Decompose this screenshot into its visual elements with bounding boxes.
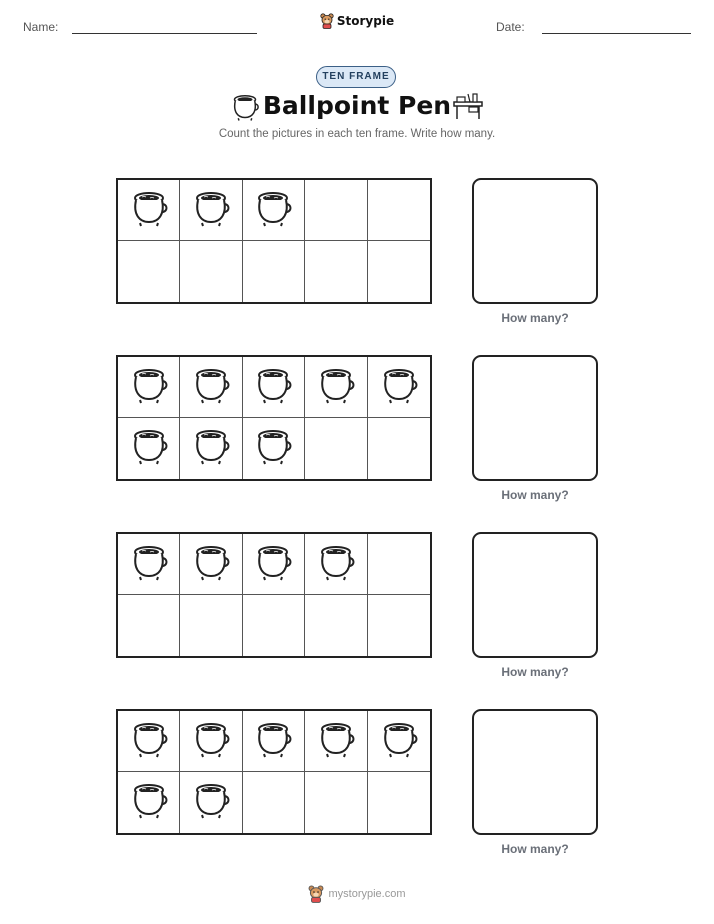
instructions: Count the pictures in each ten frame. Write how many. [218,128,496,140]
pot-icon [129,719,169,764]
pot-icon [191,719,231,764]
ten-frame-cell [368,595,430,656]
pot-icon [129,780,169,825]
ten-frame-cell [118,595,180,656]
ten-frame-cell [243,180,305,241]
ten-frame-cell [180,595,242,656]
pot-icon [191,365,231,410]
footer [0,885,714,908]
pot-icon [253,365,293,410]
ten-frame-cell [368,357,430,418]
pot-icon [191,542,231,587]
ten-frame-cell [305,180,367,241]
pot-icon [253,426,293,471]
how-many-label: How many? [501,311,569,325]
ten-frame-cell [368,534,430,595]
ten-frame-cell [180,180,242,241]
ten-frame-cell [305,357,367,418]
ten-frame-cell [180,418,242,479]
bear-mascot-icon [320,13,334,29]
ten-frame-cell [118,241,180,302]
ten-frame-cell [180,772,242,833]
ten-frame [116,355,432,481]
ten-frame-cell [180,534,242,595]
date-line [542,33,691,34]
ten-frame-cell [118,711,180,772]
ten-frame-cell [180,241,242,302]
name-label: Name: [23,20,59,34]
pot-icon [129,188,169,233]
pot-icon [129,365,169,410]
ten-frame-cell [305,772,367,833]
pot-icon [191,188,231,233]
ten-frame-cell [243,241,305,302]
pot-icon [129,542,169,587]
ten-frame [116,709,432,835]
brand-logo [0,13,714,34]
ten-frame [116,178,432,304]
pot-icon [316,542,356,587]
ten-frame-cell [368,418,430,479]
pot-icon [191,426,231,471]
pot-icon [191,780,231,825]
ten-frame-cell [118,180,180,241]
ten-frame-cell [243,595,305,656]
pot-icon [316,365,356,410]
pot-icon [129,426,169,471]
ten-frame-cell [118,418,180,479]
brand-name: Storypie [336,14,395,28]
date-label: Date: [496,20,525,34]
worksheet-title: Ballpoint Pen [262,91,452,120]
pot-icon [316,719,356,764]
ten-frame-cell [118,357,180,418]
answer-box[interactable] [472,178,598,304]
pot-icon [379,719,419,764]
how-many-label: How many? [501,842,569,856]
ten-frame-cell [368,241,430,302]
ten-frame-cell [305,418,367,479]
pot-icon [253,719,293,764]
ten-frame-cell [118,772,180,833]
ten-frame-cell [368,772,430,833]
ten-frame-cell [305,241,367,302]
ten-frame-cell [368,711,430,772]
ten-frame-cell [368,180,430,241]
ten-frame [116,532,432,658]
ten-frame-cell [243,534,305,595]
how-many-label: How many? [501,665,569,679]
ten-frame-cell [243,418,305,479]
desk-icon [452,92,484,120]
ten-frame-cell [118,534,180,595]
ten-frame-cell [180,357,242,418]
answer-box[interactable] [472,709,598,835]
how-many-label: How many? [501,488,569,502]
ten-frame-cell [305,595,367,656]
ten-frame-cell [305,534,367,595]
ten-frame-cell [243,357,305,418]
ten-frame-cell [243,772,305,833]
footer-site: mystorypie.com [328,888,406,900]
bear-mascot-icon [308,885,324,903]
answer-box[interactable] [472,532,598,658]
ten-frame-cell [243,711,305,772]
ten-frame-cell [305,711,367,772]
pot-icon [253,542,293,587]
pot-icon [379,365,419,410]
ten-frame-cell [180,711,242,772]
pot-icon [253,188,293,233]
ten-frame-badge: TEN FRAME [316,66,396,88]
answer-box[interactable] [472,355,598,481]
